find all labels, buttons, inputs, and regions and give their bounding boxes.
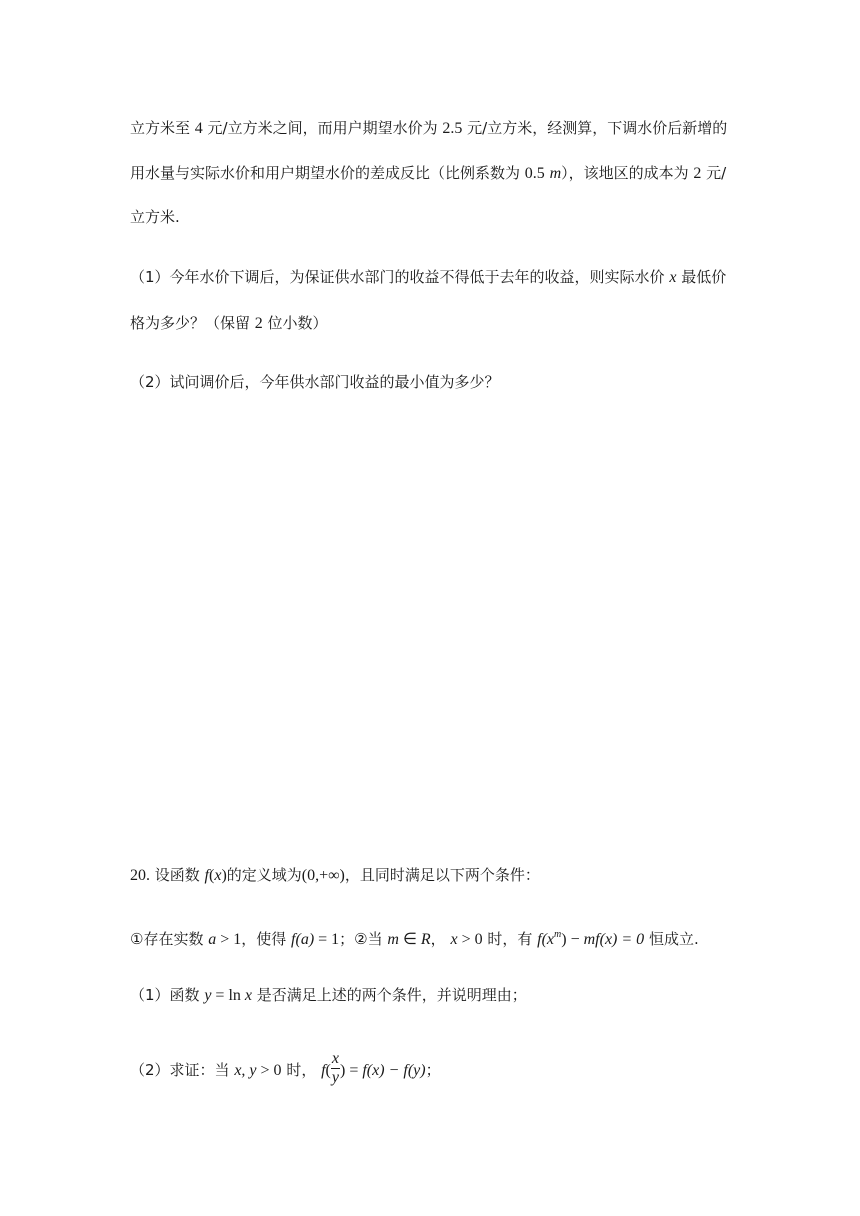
q19-line-3: 立方米. bbox=[130, 208, 180, 226]
math-number: 0.5 bbox=[524, 165, 545, 182]
math-number: 2 bbox=[693, 165, 702, 182]
q20-part-2: （2）求证：当 x, y > 0 时， f( $\frac{x}{y}$ ) = f(x) − f(y)； bbox=[130, 1050, 441, 1086]
math-number: 2.5 bbox=[442, 120, 463, 137]
fraction-denominator: y bbox=[331, 1069, 339, 1086]
q20-intro: 20. 设函数 f(x)的定义域为(0,+∞)，且同时满足以下两个条件： bbox=[130, 866, 540, 884]
fraction bbox=[331, 1050, 340, 1087]
math-number: 2 bbox=[254, 315, 263, 332]
q19-part-1: （1）今年水价下调后，为保证供水部门的收益不得低于去年的收益，则实际水价 x 最低价 bbox=[130, 268, 727, 286]
q19-part-2: （2）试问调价后，今年供水部门收益的最小值为多少？ bbox=[130, 373, 500, 391]
q19-line-2: 用水量与实际水价和用户期望水价的差成反比（比例系数为 0.5 m），该地区的成本为 2 元/ bbox=[130, 164, 727, 182]
math-number: 4 bbox=[194, 120, 203, 137]
q19-line-1: 立方米至 4 元/立方米之间，而用户期望水价为 2.5 元/立方米，经测算，下调水价后新增的 bbox=[130, 119, 728, 137]
math-variable: x bbox=[669, 269, 677, 286]
math-variable: m bbox=[549, 165, 562, 182]
q20-part-1: （1）函数 y = ln x 是否满足上述的两个条件，并说明理由； bbox=[130, 986, 527, 1004]
q20-conditions: ①存在实数 a > 1，使得 f(a) = 1；②当 m ∈ R， x > 0 时，有 $f(x^m) - mf(x) = 0$ 恒成立. bbox=[130, 929, 699, 948]
question-number: 20. bbox=[130, 867, 150, 884]
domain-interval: (0,+∞) bbox=[301, 867, 345, 884]
q19-part-1-continued: 格为多少？（保留 2 位小数） bbox=[130, 314, 328, 332]
fraction-numerator: x bbox=[331, 1050, 339, 1067]
